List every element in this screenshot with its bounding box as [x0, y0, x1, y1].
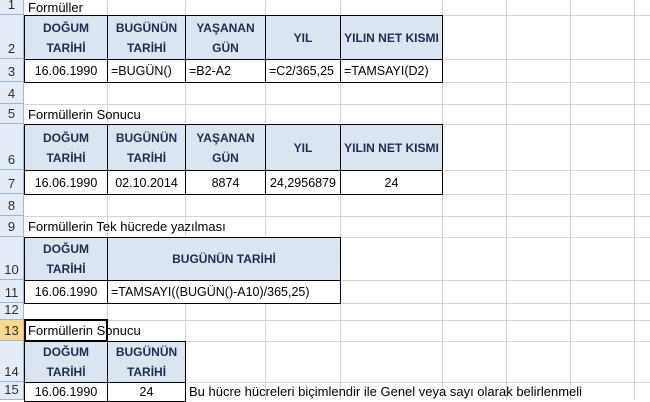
row-header[interactable]: 10 — [0, 237, 24, 280]
cell-a7[interactable]: 16.06.1990 — [24, 170, 108, 195]
header-bugunun-tarihi[interactable]: BUGÜNÜN TARİHİ — [107, 341, 186, 383]
header-dogum-tarihi[interactable]: DOĞUM TARİHİ — [24, 341, 108, 383]
row-header[interactable]: 7 — [0, 170, 24, 194]
row-header[interactable]: 9 — [0, 216, 24, 237]
row-header[interactable]: 12 — [0, 303, 24, 320]
col-line — [634, 0, 635, 400]
row-header[interactable]: 14 — [0, 341, 24, 382]
header-yil[interactable]: YIL — [265, 124, 341, 171]
row-header[interactable]: 11 — [0, 280, 24, 303]
row-header[interactable]: 15 — [0, 382, 24, 400]
header-bugunun-tarihi-merged[interactable]: BUGÜNÜN TARİHİ — [107, 237, 341, 281]
cell-c7[interactable]: 8874 — [185, 170, 266, 195]
row-header[interactable]: 2 — [0, 15, 24, 59]
header-yasanan-gun[interactable]: YAŞANAN GÜN — [185, 124, 266, 171]
header-yasanan-gun[interactable]: YAŞANAN GÜN — [185, 15, 266, 60]
active-cell[interactable] — [24, 319, 108, 342]
header-yilin-net-kismi[interactable]: YILIN NET KISMI — [340, 15, 443, 60]
cell-a11[interactable]: 16.06.1990 — [24, 280, 108, 304]
row-header[interactable]: 6 — [0, 124, 24, 170]
cell-d3[interactable]: =C2/365,25 — [265, 59, 341, 83]
section-title[interactable]: Formüllerin Sonucu — [28, 323, 141, 338]
cell-b3[interactable]: =BUGÜN() — [107, 59, 186, 83]
header-bugunun-tarihi[interactable]: BUGÜNÜN TARİHİ — [107, 124, 186, 171]
header-yil[interactable]: YIL — [265, 15, 341, 60]
cell-c3[interactable]: =B2-A2 — [185, 59, 266, 83]
header-yilin-net-kismi[interactable]: YILIN NET KISMI — [340, 124, 443, 171]
section-title[interactable]: Formüllerin Tek hücrede yazılması — [28, 219, 226, 234]
header-bugunun-tarihi[interactable]: BUGÜNÜN TARİHİ — [107, 15, 186, 60]
col-line — [570, 0, 571, 400]
note-text[interactable]: Bu hücre hücreleri biçimlendir ile Genel veya sayı olarak belirlenmeli — [189, 383, 583, 399]
row-header[interactable]: 3 — [0, 59, 24, 82]
header-dogum-tarihi[interactable]: DOĞUM TARİHİ — [24, 15, 108, 60]
col-line — [506, 0, 507, 400]
row-header[interactable]: 4 — [0, 82, 24, 104]
cell-a15[interactable]: 16.06.1990 — [24, 382, 108, 402]
row-header-selected[interactable]: 13 — [0, 320, 24, 341]
cell-d7[interactable]: 24,2956879 — [265, 170, 341, 195]
cell-b11-formula[interactable]: =TAMSAYI((BUGÜN()-A10)/365,25) — [107, 280, 341, 304]
section-title[interactable]: Formüller — [28, 0, 83, 15]
cell-e7[interactable]: 24 — [340, 170, 443, 195]
row-header[interactable]: 5 — [0, 104, 24, 124]
row-header[interactable]: 8 — [0, 194, 24, 216]
cell-b15[interactable]: 24 — [107, 382, 186, 402]
section-title[interactable]: Formüllerin Sonucu — [28, 106, 141, 122]
cell-e3[interactable]: =TAMSAYI(D2) — [340, 59, 443, 83]
header-dogum-tarihi[interactable]: DOĞUM TARİHİ — [24, 124, 108, 171]
cell-b7[interactable]: 02.10.2014 — [107, 170, 186, 195]
row-header[interactable]: 1 — [0, 0, 24, 15]
cell-a3[interactable]: 16.06.1990 — [24, 59, 108, 83]
header-dogum-tarihi[interactable]: DOĞUM TARİHİ — [24, 237, 108, 281]
